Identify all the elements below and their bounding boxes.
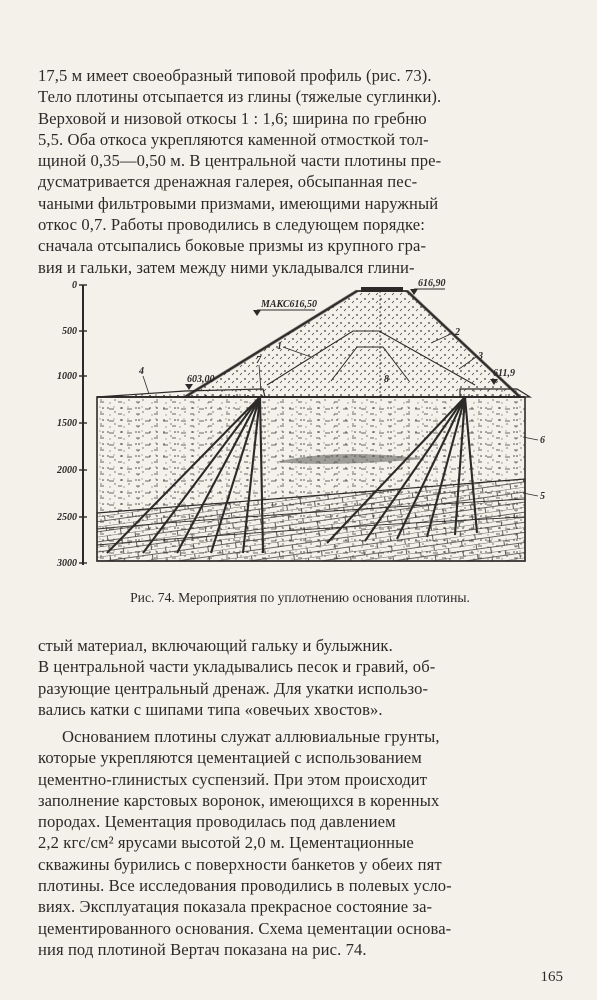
text-line: чаными фильтровыми призмами, имеющими наружный [38,193,439,213]
text-line: виях. Эксплуатация показала прекрасное состояние за- [38,897,433,917]
downstream-level-label: 611,9 [493,368,515,379]
text-line: плотины. Все исследования проводились в полевых усло- [38,876,452,896]
text-line: ния под плотиной Вертач показана на рис. 74. [38,939,367,959]
text-line: 17,5 м имеет своеобразный типовой профиль (рис. 73). [38,66,432,85]
text-line: В центральной части укладывались песок и гравий, об- [38,657,436,677]
text-line: щиной 0,35—0,50 м. В центральной части плотины пре- [38,151,442,171]
scale-label: 2000 [57,465,77,476]
text-line: породах. Цементация проводилась под давлением [38,812,396,832]
callout-label: 7 [256,355,261,366]
dam-cross-section-figure [35,273,565,585]
text-line: скважины бурились с поверхности банкетов у обеих пят [38,854,442,874]
text-block-1 [38,65,562,278]
scale-label: 0 [72,280,77,291]
callout-label: 4 [139,366,144,377]
text-line: 2,2 кгс/см² ярусами высотой 2,0 м. Цементационные [38,833,414,853]
foundation [97,397,525,561]
text-line: цементированного основания. Схема цементации основа- [38,918,452,938]
callout-label: 6 [540,435,545,446]
figure-caption: Рис. 74. Мероприятия по уплотнению основания плотины. [130,590,470,605]
text-line: цементно-глинистых суспензий. При этом происходит [38,769,428,789]
dam-cross-section-diagram [35,273,565,585]
callout-label: 3 [478,351,483,362]
text-line: вия и гальки, затем между ними укладывался глини- [38,257,415,277]
text-line: Основанием плотины служат аллювиальные грунты, [62,727,440,746]
text-line: откос 0,7. Работы проводились в следующем порядке: [38,215,425,235]
scale-label: 500 [62,326,77,337]
page-number: 165 [540,969,563,985]
callout-label: 8 [384,374,389,385]
scale-label: 2500 [57,512,77,523]
max-level-label: МАКС616,50 [261,299,318,310]
text-line: заполнение карстовых воронок, имеющихся в коренных [38,790,440,810]
callout-label: 1 [277,341,282,352]
vertical-scale [56,280,87,569]
scale-label: 1000 [57,371,77,382]
text-block-2 [38,635,562,720]
text-line: Тело плотины отсыпается из глины (тяжелые суглинки). [38,87,442,107]
text-line: 5,5. Оба откоса укрепляются каменной отмосткой тол- [38,129,429,149]
text-line: Верховой и низовой откосы 1 : 1,6; ширина по гребню [38,108,427,128]
text-block-3 [38,726,562,960]
upstream-level-label: 603,00 [187,374,215,385]
callout-label: 2 [455,327,460,338]
text-line: вались катки с шипами типа «овечьих хвостов». [38,699,383,719]
text-line: дусматривается дренажная галерея, обсыпанная пес- [38,172,418,192]
text-line: сначала отсыпались боковые призмы из крупного гра- [38,236,427,256]
crest-level-label: 616,90 [418,278,446,289]
scale-label: 1500 [57,418,77,429]
scale-label: 3000 [57,558,77,569]
text-line: стый материал, включающий гальку и булыжник. [38,636,393,655]
text-line: разующие центральный дренаж. Для укатки использо- [38,678,429,698]
text-line: которые укрепляются цементацией с использованием [38,748,422,768]
callout-label: 5 [540,491,545,502]
